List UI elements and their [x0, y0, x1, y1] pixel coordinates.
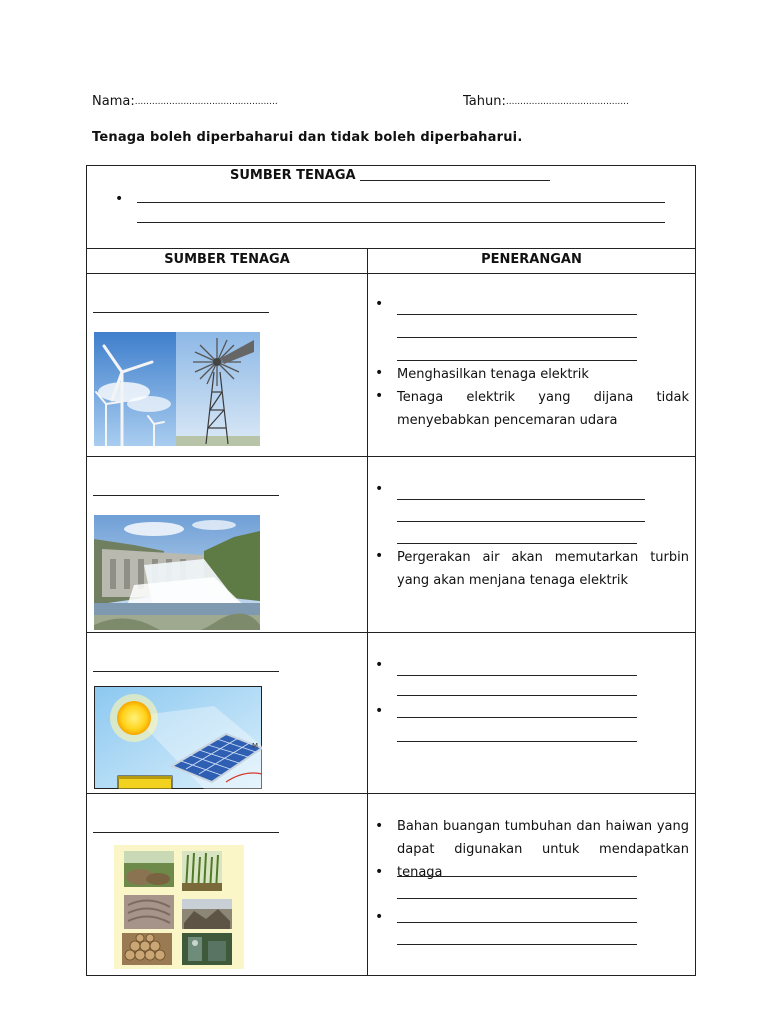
answer-line — [397, 499, 645, 500]
explanation-text: Menghasilkan tenaga elektrik — [397, 367, 589, 382]
explanation-cell-3 — [368, 633, 696, 794]
bullet: • — [375, 365, 384, 381]
bullet: • — [375, 388, 384, 404]
top-title-wrap — [230, 168, 550, 183]
solar-panel-sun-image — [94, 686, 262, 789]
explanation-cell-4 — [368, 794, 696, 976]
answer-line — [397, 876, 637, 877]
bullet: • — [375, 481, 384, 497]
source-cell-1 — [87, 274, 368, 457]
top-title: SUMBER TENAGA — [230, 168, 356, 183]
bullet: • — [375, 296, 384, 312]
bullet: • — [375, 909, 384, 925]
bullet: • — [375, 548, 384, 564]
source-cell-2 — [87, 457, 368, 633]
answer-line — [397, 675, 637, 676]
energy-source-table — [86, 165, 696, 976]
answer-line — [397, 337, 637, 338]
wind-turbine-windmill-image — [94, 332, 260, 446]
answer-line — [397, 944, 637, 945]
name-field — [92, 94, 278, 109]
explanation-text: Bahan buangan tumbuhan dan haiwan yang dapat digunakan untuk mendapatkan tenaga — [397, 819, 689, 880]
title-blank-line — [360, 168, 550, 181]
explanation-text: Tenaga elektrik yang dijana tidak menyebabkan pencemaran udara — [397, 390, 689, 428]
answer-line — [397, 360, 637, 361]
source-name-line — [93, 671, 279, 672]
bullet: • — [375, 657, 384, 673]
source-cell-3 — [87, 633, 368, 794]
bullet: • — [375, 818, 384, 834]
name-label: Nama: — [92, 94, 135, 109]
year-dots: ........................................... — [505, 97, 629, 107]
bullet: • — [375, 703, 384, 719]
source-name-line — [93, 832, 279, 833]
biomass-collage-image — [114, 845, 244, 969]
answer-line — [397, 717, 637, 718]
source-cell-4 — [87, 794, 368, 976]
bullet: • — [115, 191, 124, 207]
answer-line — [397, 521, 645, 522]
answer-line — [397, 314, 637, 315]
year-label: Tahun: — [463, 94, 506, 109]
source-name-line — [93, 495, 279, 496]
worksheet-heading: Tenaga boleh diperbaharui dan tidak boleh diperbaharui. — [92, 130, 523, 145]
column-header-source: SUMBER TENAGA — [87, 249, 368, 274]
bullet: • — [375, 864, 384, 880]
explanation-cell-2 — [368, 457, 696, 633]
hydroelectric-dam-image — [94, 515, 260, 630]
answer-line — [397, 898, 637, 899]
answer-line — [397, 922, 637, 923]
definition-cell — [87, 166, 696, 249]
explanation-text: Pergerakan air akan memutarkan turbin yang akan menjana tenaga elektrik — [397, 550, 689, 588]
svg-text:M: M — [252, 742, 259, 750]
name-dots: .................................................. — [134, 97, 278, 107]
source-name-line — [93, 312, 269, 313]
answer-line — [397, 695, 637, 696]
answer-line — [397, 543, 637, 544]
column-header-explanation: PENERANGAN — [368, 249, 696, 274]
explanation-cell-1 — [368, 274, 696, 457]
year-field — [463, 94, 629, 109]
answer-line — [137, 222, 665, 223]
answer-line — [137, 202, 665, 203]
answer-line — [397, 741, 637, 742]
